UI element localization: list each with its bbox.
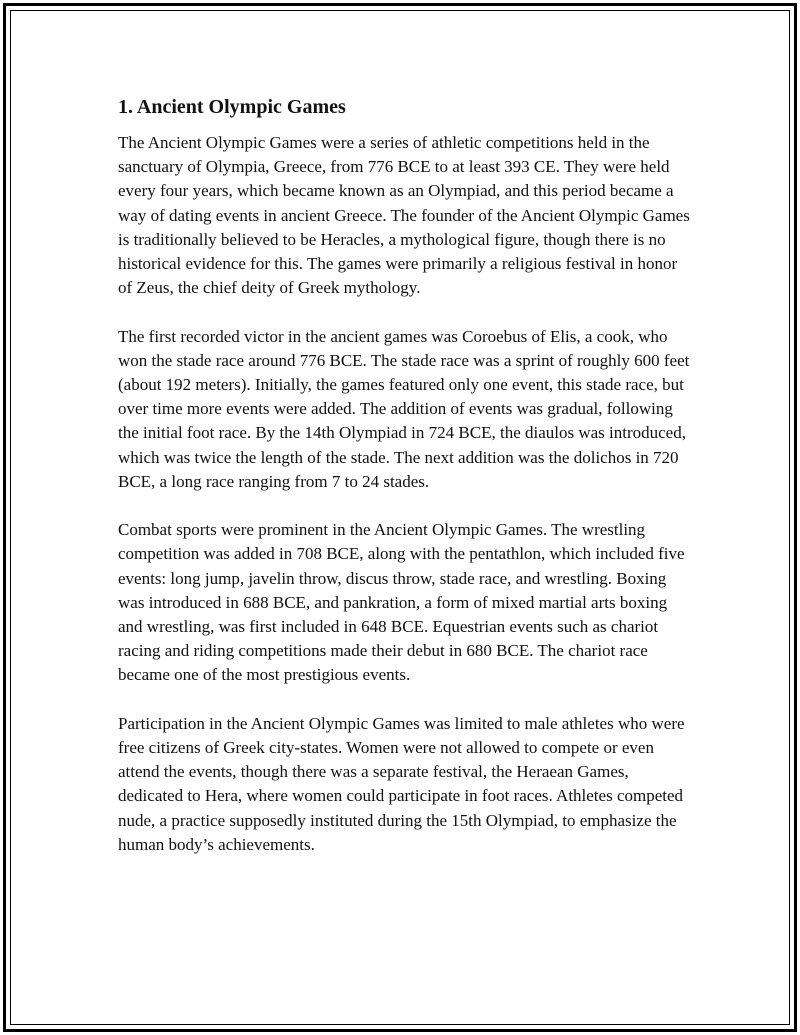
paragraph-4: Participation in the Ancient Olympic Games was limited to male athletes who were free citizens of Greek city-states. Women were not allowed to compete or even attend the events, though there was a separate festival, the Heraean Games, dedicated to Hera, where women could participate in foot races. Athletes competed nude, a practice supposedly instituted during the 15th Olympiad, to emphasize the human body’s achievements.	[118, 713, 685, 854]
paragraph-3: Combat sports were prominent in the Ancient Olympic Games. The wrestling competition was added in 708 BCE, along with the pentathlon, which included five events: long jump, javelin throw, discus throw, stade race, and wrestling. Boxing was introduced in 688 BCE, and pankration, a form of mixed martial arts boxing and wrestling, was first included in 648 BCE. Equestrian events such as chariot racing and riding competitions made their debut in 680 BCE. The chariot race became one of the most prestigious events.	[118, 520, 685, 685]
paragraph-2: The first recorded victor in the ancient games was Coroebus of Elis, a cook, who won the stade race around 776 BCE. The stade race was a sprint of roughly 600 feet (about 192 meters). Initially, the games featured only one event, this stade race, but over time more events were added. The addition of events was gradual, following the initial foot race. By the 14th Olympiad in 724 BCE, the diaulos was introduced, which was twice the length of the stade. The next addition was the dolichos in 720 BCE, a long race ranging from 7 to 24 stades.	[118, 326, 690, 491]
paragraph-1: The Ancient Olympic Games were a series of athletic competitions held in the sanctuary of Olympia, Greece, from 776 BCE to at least 393 CE. They were held every four years, which became known as an Olympiad, and this period became a way of dating events in ancient Greece. The founder of the Ancient Olympic Games is traditionally believed to be Heracles, a mythological figure, though there is no historical evidence for this. The games were primarily a religious festival in honor of Zeus, the chief deity of Greek mythology.	[118, 133, 690, 298]
section-heading: 1. Ancient Olympic Games	[118, 96, 346, 118]
document-body	[118, 94, 690, 881]
